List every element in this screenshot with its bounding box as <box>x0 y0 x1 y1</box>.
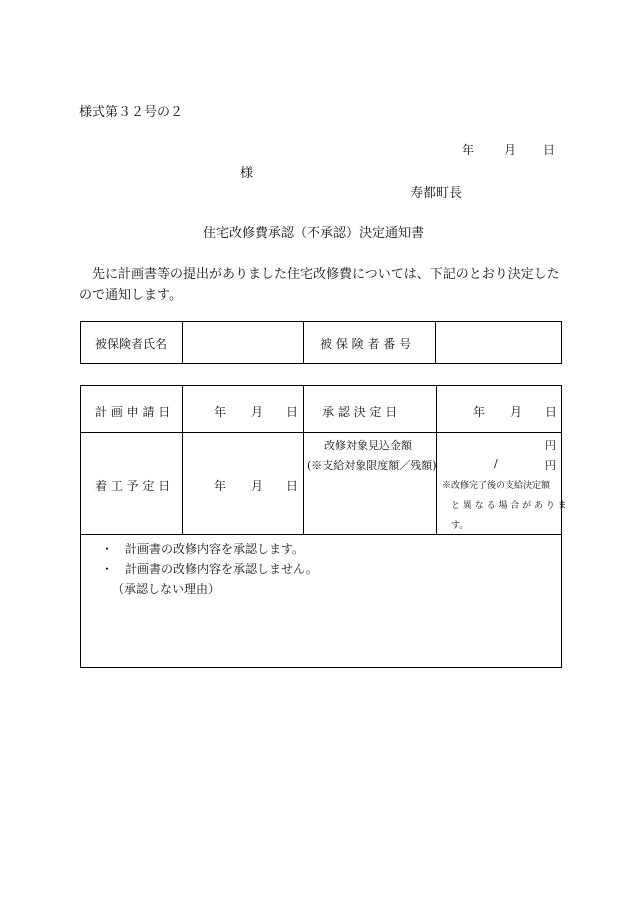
insured-name-label: 被保険者氏名 <box>95 337 168 351</box>
construction-date-year: 年 <box>214 479 227 493</box>
plan-date-day: 日 <box>286 405 299 419</box>
document-title: 住宅改修費承認（不承認）決定通知書 <box>203 226 425 241</box>
insured-info-table <box>80 321 562 364</box>
date-day-label: 日 <box>543 143 556 157</box>
table-divider <box>182 322 183 363</box>
amount-note-line-3: す。 <box>451 521 469 531</box>
amount-yen-unit: 円 <box>545 439 556 452</box>
decision-table <box>80 385 567 668</box>
table-divider <box>81 432 561 433</box>
estimated-amount-label: 改修対象見込金額 <box>324 439 412 452</box>
date-month-label: 月 <box>504 143 517 157</box>
approval-decision-date-label: 承 認 決 定 日 <box>322 405 398 419</box>
plan-date-month: 月 <box>251 405 264 419</box>
amount-note-line-2: と 異 な る 場 合 が あ り ま <box>451 501 567 511</box>
disapproval-reason-label: （承認しない理由） <box>112 582 221 596</box>
table-divider <box>81 534 561 535</box>
form-number: 様式第３２号の２ <box>79 105 184 120</box>
addressee-suffix: 様 <box>240 166 254 181</box>
insured-number-label: 被 保 険 者 番 号 <box>320 337 412 351</box>
approval-date-year: 年 <box>473 405 486 419</box>
limit-remaining-label: (※支給対象限度額／残額) <box>307 459 437 472</box>
approval-date-month: 月 <box>510 405 523 419</box>
table-divider <box>303 322 304 363</box>
remaining-yen-unit: 円 <box>545 459 556 472</box>
construction-date-month: 月 <box>251 479 264 493</box>
disapprove-option: ・ 計画書の改修内容を承認しません。 <box>101 562 318 576</box>
body-text-line-2: ので通知します。 <box>79 288 182 303</box>
date-year-label: 年 <box>462 143 475 157</box>
plan-application-date-label: 計 画 申 請 日 <box>95 405 171 419</box>
approval-date-day: 日 <box>545 405 558 419</box>
plan-date-year: 年 <box>214 405 227 419</box>
amount-slash: / <box>494 457 498 470</box>
table-divider <box>435 322 436 363</box>
body-text-line-1: 先に計画書等の提出がありました住宅改修費については、下記のとおり決定した <box>92 267 560 282</box>
approve-option: ・ 計画書の改修内容を承認します。 <box>101 542 305 556</box>
construction-start-date-label: 着 工 予 定 日 <box>95 479 171 493</box>
construction-date-day: 日 <box>286 479 299 493</box>
table-divider <box>303 386 304 534</box>
amount-note-line-1: ※改修完了後の支給決定額 <box>442 481 551 491</box>
table-divider <box>182 386 183 534</box>
issuer-name: 寿都町長 <box>410 186 463 201</box>
